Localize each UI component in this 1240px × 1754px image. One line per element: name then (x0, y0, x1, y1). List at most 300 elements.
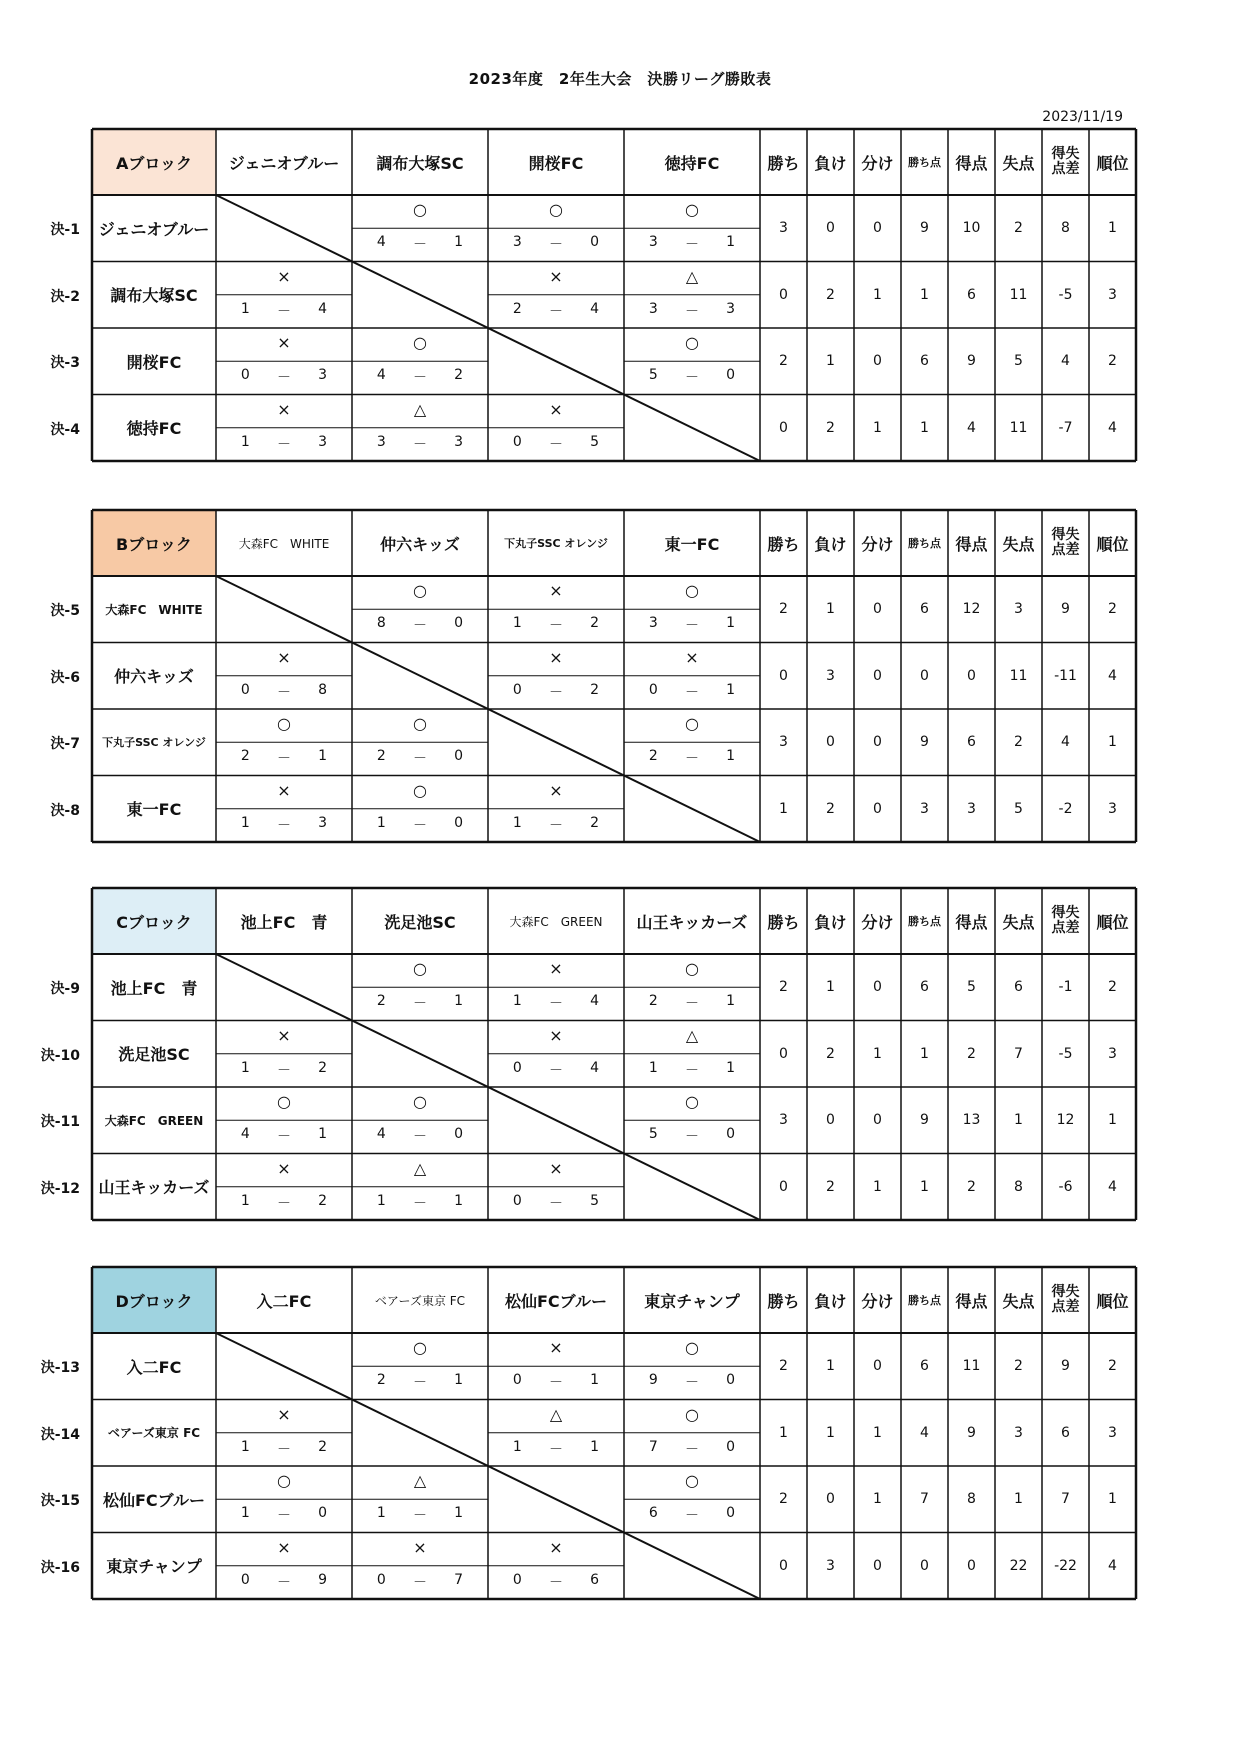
stat-value: -7 (1058, 419, 1073, 436)
score-separator: － (412, 996, 427, 1013)
stat-value: 4 (1061, 734, 1070, 751)
block-name-cell: Bブロック (92, 510, 216, 576)
team-column-header: 池上FC 青 (240, 912, 328, 932)
stat-value: 2 (779, 353, 788, 370)
stat-value: 3 (1014, 601, 1023, 618)
result-mark: ○ (685, 714, 699, 733)
score-separator: － (412, 370, 427, 387)
score-goals: 2 (318, 1059, 328, 1076)
stat-column-header: 勝ち (767, 153, 800, 173)
stat-value: 1 (826, 979, 835, 996)
score-goals: 1 (454, 1192, 464, 1209)
score-goals: 2 (376, 748, 386, 765)
match-id: 決-5 (50, 603, 80, 620)
team-column-header: ジェニオブルー (228, 153, 340, 173)
stat-column-header: 勝ち (767, 1291, 800, 1311)
match-id: 決-6 (50, 669, 80, 686)
stat-value: 5 (1014, 353, 1023, 370)
stat-value: 4 (1108, 667, 1117, 684)
score-goals: 0 (512, 433, 522, 450)
score-goals: 1 (376, 814, 386, 831)
stat-value: 4 (1108, 1557, 1117, 1574)
stat-value: 10 (962, 220, 981, 237)
stat-column-header: 負け (814, 912, 847, 932)
stat-value: 0 (826, 1112, 835, 1129)
score-goals: 1 (726, 615, 736, 632)
result-mark: △ (413, 1158, 427, 1178)
result-mark: △ (413, 399, 427, 419)
team-row-label: 松仙FCブルー (102, 1490, 206, 1510)
stat-value: 3 (1014, 1424, 1023, 1441)
result-mark: △ (685, 266, 699, 286)
score-goals: 6 (648, 1505, 658, 1522)
stat-column-header: 失点 (1002, 153, 1035, 173)
result-mark: ○ (413, 200, 427, 219)
score-goals: 3 (318, 433, 328, 450)
score-goals: 4 (590, 300, 600, 317)
stat-value: 2 (779, 1491, 788, 1508)
result-mark: ○ (685, 200, 699, 219)
stat-value: 9 (967, 1424, 976, 1441)
score-goals: 1 (454, 1505, 464, 1522)
result-mark: △ (685, 1025, 699, 1045)
score-separator: － (548, 303, 563, 320)
score-separator: － (684, 1441, 699, 1458)
stat-column-header: 負け (814, 153, 847, 173)
result-mark: × (549, 581, 563, 600)
block-name-cell: Cブロック (92, 888, 216, 954)
stat-value: 9 (1061, 601, 1070, 618)
score-goals: 1 (648, 1059, 658, 1076)
result-mark: × (549, 959, 563, 978)
score-goals: 2 (512, 300, 522, 317)
score-goals: 0 (512, 1059, 522, 1076)
stat-value: 3 (826, 1557, 835, 1574)
stat-value: 3 (1108, 800, 1117, 817)
stat-column-header: 失点 (1002, 534, 1035, 554)
score-goals: 0 (512, 1372, 522, 1389)
score-goals: 3 (454, 433, 464, 450)
stat-value: -11 (1054, 667, 1077, 684)
score-separator: － (548, 237, 563, 254)
score-separator: － (412, 751, 427, 768)
stat-value: 1 (873, 1424, 882, 1441)
team-column-header: 入二FC (256, 1291, 312, 1311)
score-separator: － (684, 751, 699, 768)
stat-value: 1 (1108, 734, 1117, 751)
score-goals: 1 (512, 1438, 522, 1455)
stat-value: 9 (920, 220, 929, 237)
score-separator: － (412, 817, 427, 834)
stat-value: 2 (826, 1045, 835, 1062)
result-mark: △ (549, 1404, 563, 1424)
stat-value: 12 (962, 601, 981, 618)
score-goals: 1 (512, 993, 522, 1010)
score-goals: 0 (454, 814, 464, 831)
score-separator: － (684, 684, 699, 701)
score-separator: － (684, 1062, 699, 1079)
score-goals: 0 (376, 1571, 386, 1588)
score-goals: 2 (648, 993, 658, 1010)
stat-value: 11 (1009, 286, 1028, 303)
result-mark: ○ (685, 959, 699, 978)
stat-column-header: 得失点差 (1051, 905, 1080, 936)
stat-column-header: 分け (861, 1291, 894, 1311)
stat-value: 3 (779, 220, 788, 237)
stat-value: 1 (826, 1358, 835, 1375)
score-separator: － (684, 1129, 699, 1146)
team-row-label: 徳持FC (126, 419, 182, 439)
team-column-header: 大森FC WHITE (238, 536, 330, 551)
stat-value: 1 (826, 1424, 835, 1441)
stat-value: -5 (1058, 1045, 1073, 1062)
score-separator: － (276, 370, 291, 387)
result-mark: ○ (413, 333, 427, 352)
stat-value: 0 (967, 667, 976, 684)
score-goals: 2 (590, 681, 600, 698)
stat-column-header: 得点 (955, 153, 988, 173)
team-row-label: 東一FC (126, 800, 182, 820)
score-separator: － (548, 618, 563, 635)
score-goals: 1 (376, 1505, 386, 1522)
stat-value: 1 (779, 1424, 788, 1441)
match-id: 決-7 (50, 736, 80, 753)
stat-value: 2 (779, 1358, 788, 1375)
score-goals: 0 (512, 1571, 522, 1588)
stat-value: 4 (967, 419, 976, 436)
stat-column-header: 分け (861, 534, 894, 554)
stat-value: 0 (967, 1557, 976, 1574)
result-mark: × (277, 1025, 291, 1045)
stat-column-header: 失点 (1002, 912, 1035, 932)
match-id: 決-15 (40, 1493, 80, 1510)
team-column-header: 徳持FC (664, 153, 720, 173)
stat-value: 0 (873, 800, 882, 817)
stat-value: 1 (1108, 1112, 1117, 1129)
stat-value: 3 (920, 800, 929, 817)
score-goals: 0 (454, 748, 464, 765)
stat-value: 4 (1108, 419, 1117, 436)
stat-value: 6 (967, 734, 976, 751)
stat-column-header: 得点 (955, 912, 988, 932)
score-goals: 1 (512, 615, 522, 632)
score-separator: － (548, 1195, 563, 1212)
stat-value: 2 (967, 1178, 976, 1195)
result-mark: × (549, 1537, 563, 1557)
team-row-label: 洗足池SC (118, 1045, 190, 1065)
score-goals: 5 (590, 1192, 600, 1209)
page-title: 2023年度 2年生大会 決勝リーグ勝敗表 (468, 70, 772, 88)
team-column-header: 松仙FCブルー (504, 1291, 608, 1311)
stat-value: 6 (920, 601, 929, 618)
team-row-label: 仲六キッズ (114, 667, 194, 687)
score-goals: 3 (648, 615, 658, 632)
score-separator: － (412, 1508, 427, 1525)
stat-value: 0 (873, 667, 882, 684)
score-goals: 3 (318, 814, 328, 831)
match-id: 決-13 (40, 1360, 80, 1377)
stat-value: 8 (1014, 1178, 1023, 1195)
stat-value: 2 (1108, 979, 1117, 996)
score-goals: 0 (726, 367, 736, 384)
result-mark: ○ (277, 1092, 291, 1111)
stat-value: 6 (920, 353, 929, 370)
stat-value: 0 (826, 1491, 835, 1508)
score-separator: － (684, 996, 699, 1013)
stat-value: 2 (1014, 1358, 1023, 1375)
score-goals: 0 (512, 1192, 522, 1209)
team-row-label: 大森FC WHITE (105, 602, 203, 617)
score-separator: － (548, 1375, 563, 1392)
team-row-label: ベアーズ東京 FC (107, 1426, 201, 1441)
score-separator: － (548, 996, 563, 1013)
stat-column-header: 得点 (955, 534, 988, 554)
score-separator: － (276, 1195, 291, 1212)
result-mark: × (549, 1338, 563, 1357)
match-id: 決-14 (40, 1426, 80, 1443)
score-goals: 0 (590, 234, 600, 251)
score-goals: 1 (726, 681, 736, 698)
score-separator: － (548, 436, 563, 453)
result-mark: ○ (413, 780, 427, 800)
score-separator: － (276, 1062, 291, 1079)
score-goals: 2 (454, 367, 464, 384)
score-goals: 1 (318, 1126, 328, 1143)
stat-value: 0 (873, 1358, 882, 1375)
score-goals: 9 (648, 1372, 658, 1389)
score-goals: 1 (240, 1438, 250, 1455)
stat-value: 1 (920, 419, 929, 436)
stat-value: -6 (1058, 1178, 1073, 1195)
score-goals: 3 (376, 433, 386, 450)
stat-column-header: 勝ち点 (908, 915, 941, 928)
score-goals: 5 (648, 1126, 658, 1143)
team-row-label: 調布大塚SC (110, 286, 198, 306)
match-id: 決-1 (50, 222, 80, 239)
result-mark: × (277, 780, 291, 800)
result-mark: × (277, 1537, 291, 1557)
stat-value: 2 (1014, 220, 1023, 237)
stat-value: 2 (779, 979, 788, 996)
result-mark: ○ (685, 1092, 699, 1111)
stat-value: 2 (1108, 353, 1117, 370)
team-column-header: 大森FC GREEN (509, 914, 603, 929)
result-mark: ○ (413, 959, 427, 978)
score-goals: 4 (376, 367, 386, 384)
stat-value: 0 (920, 667, 929, 684)
result-mark: × (277, 399, 291, 419)
score-separator: － (684, 1375, 699, 1392)
stat-value: 2 (826, 419, 835, 436)
score-separator: － (276, 436, 291, 453)
score-separator: － (548, 1441, 563, 1458)
stat-column-header: 失点 (1002, 1291, 1035, 1311)
score-separator: － (684, 370, 699, 387)
score-goals: 7 (454, 1571, 464, 1588)
stat-column-header: 勝ち (767, 912, 800, 932)
score-separator: － (548, 684, 563, 701)
stat-value: 1 (1108, 220, 1117, 237)
result-mark: ○ (277, 1471, 291, 1490)
stat-value: 1 (920, 1045, 929, 1062)
score-separator: － (684, 303, 699, 320)
stat-value: 9 (920, 1112, 929, 1129)
stat-value: 8 (1061, 220, 1070, 237)
stat-value: 0 (873, 353, 882, 370)
stat-value: 1 (1108, 1491, 1117, 1508)
match-id: 決-4 (50, 421, 80, 438)
stat-value: 12 (1056, 1112, 1075, 1129)
score-separator: － (412, 237, 427, 254)
result-mark: × (277, 266, 291, 286)
stat-value: 1 (826, 353, 835, 370)
result-mark: × (277, 647, 291, 667)
score-separator: － (684, 618, 699, 635)
score-goals: 2 (318, 1438, 328, 1455)
score-goals: 8 (376, 615, 386, 632)
result-mark: × (549, 780, 563, 800)
stat-value: 3 (779, 1112, 788, 1129)
score-goals: 3 (648, 300, 658, 317)
score-goals: 2 (376, 993, 386, 1010)
report-date: 2023/11/19 (1042, 109, 1123, 125)
stat-value: 3 (1108, 1045, 1117, 1062)
result-mark: ○ (685, 333, 699, 352)
stat-column-header: 分け (861, 153, 894, 173)
score-goals: 0 (726, 1505, 736, 1522)
score-goals: 0 (454, 1126, 464, 1143)
score-separator: － (276, 684, 291, 701)
stat-value: 0 (826, 734, 835, 751)
stat-value: 7 (1061, 1491, 1070, 1508)
stat-value: 6 (1014, 979, 1023, 996)
stat-value: 2 (779, 601, 788, 618)
stat-column-header: 得失点差 (1051, 1284, 1080, 1315)
stat-value: 1 (826, 601, 835, 618)
score-goals: 0 (648, 681, 658, 698)
score-goals: 2 (590, 615, 600, 632)
result-mark: ○ (685, 1471, 699, 1490)
result-mark: ○ (413, 1338, 427, 1357)
team-column-header: ベアーズ東京 FC (374, 1293, 466, 1308)
stat-value: 6 (920, 979, 929, 996)
score-separator: － (276, 1441, 291, 1458)
stat-value: 4 (920, 1424, 929, 1441)
stat-value: 1 (873, 1491, 882, 1508)
stat-value: 1 (1014, 1112, 1023, 1129)
result-mark: ○ (277, 714, 291, 733)
score-goals: 2 (240, 748, 250, 765)
stat-value: 0 (873, 979, 882, 996)
team-row-label: 開桜FC (126, 352, 182, 372)
result-mark: × (549, 1158, 563, 1178)
stat-value: 0 (779, 1557, 788, 1574)
stat-column-header: 分け (861, 912, 894, 932)
score-goals: 6 (590, 1571, 600, 1588)
score-separator: － (412, 1574, 427, 1591)
score-goals: 2 (648, 748, 658, 765)
score-goals: 1 (726, 748, 736, 765)
score-goals: 4 (318, 300, 328, 317)
stat-column-header: 得点 (955, 1291, 988, 1311)
stat-value: 8 (967, 1491, 976, 1508)
stat-value: 4 (1108, 1178, 1117, 1195)
score-separator: － (412, 1195, 427, 1212)
score-goals: 0 (726, 1126, 736, 1143)
score-goals: 3 (726, 300, 736, 317)
result-mark: × (277, 1158, 291, 1178)
stat-value: 11 (1009, 667, 1028, 684)
result-mark: ○ (685, 1404, 699, 1424)
stat-value: -5 (1058, 286, 1073, 303)
stat-value: 1 (873, 1178, 882, 1195)
result-mark: × (413, 1537, 427, 1557)
score-goals: 0 (318, 1505, 328, 1522)
score-separator: － (276, 751, 291, 768)
score-goals: 2 (318, 1192, 328, 1209)
result-mark: △ (413, 1471, 427, 1490)
score-separator: － (412, 436, 427, 453)
score-goals: 4 (590, 993, 600, 1010)
score-goals: 5 (590, 433, 600, 450)
score-goals: 9 (318, 1571, 328, 1588)
stat-value: 1 (1014, 1491, 1023, 1508)
score-goals: 4 (376, 234, 386, 251)
stat-value: 1 (873, 419, 882, 436)
team-column-header: 洗足池SC (384, 912, 456, 932)
score-separator: － (412, 1129, 427, 1146)
stat-value: 22 (1009, 1557, 1028, 1574)
stat-value: 3 (1108, 1424, 1117, 1441)
stat-value: 5 (1014, 800, 1023, 817)
block-name-cell: Aブロック (92, 129, 216, 195)
score-goals: 1 (454, 993, 464, 1010)
match-id: 決-3 (50, 355, 80, 372)
team-column-header: 開桜FC (528, 153, 584, 173)
score-goals: 1 (318, 748, 328, 765)
result-mark: ○ (685, 1338, 699, 1357)
stat-value: 0 (873, 220, 882, 237)
team-column-header: 東一FC (664, 534, 720, 554)
score-goals: 5 (648, 367, 658, 384)
score-separator: － (548, 817, 563, 834)
score-goals: 1 (454, 234, 464, 251)
score-goals: 1 (240, 1059, 250, 1076)
stat-value: 0 (779, 667, 788, 684)
stat-value: 13 (962, 1112, 981, 1129)
score-goals: 1 (376, 1192, 386, 1209)
stat-value: 6 (967, 286, 976, 303)
stat-value: 11 (962, 1358, 981, 1375)
score-goals: 0 (512, 681, 522, 698)
stat-value: 2 (826, 1178, 835, 1195)
stat-value: 11 (1009, 419, 1028, 436)
score-goals: 3 (648, 234, 658, 251)
stat-column-header: 勝ち点 (908, 1294, 941, 1307)
result-mark: × (549, 399, 563, 419)
match-id: 決-10 (40, 1047, 80, 1064)
stat-value: -22 (1054, 1557, 1077, 1574)
team-row-label: 東京チャンプ (106, 1557, 202, 1577)
result-mark: ○ (685, 581, 699, 600)
stat-column-header: 負け (814, 1291, 847, 1311)
stat-column-header: 得失点差 (1051, 527, 1080, 558)
stat-column-header: 得失点差 (1051, 146, 1080, 177)
score-separator: － (412, 618, 427, 635)
stat-column-header: 順位 (1096, 534, 1129, 554)
score-goals: 1 (240, 1505, 250, 1522)
score-separator: － (276, 303, 291, 320)
